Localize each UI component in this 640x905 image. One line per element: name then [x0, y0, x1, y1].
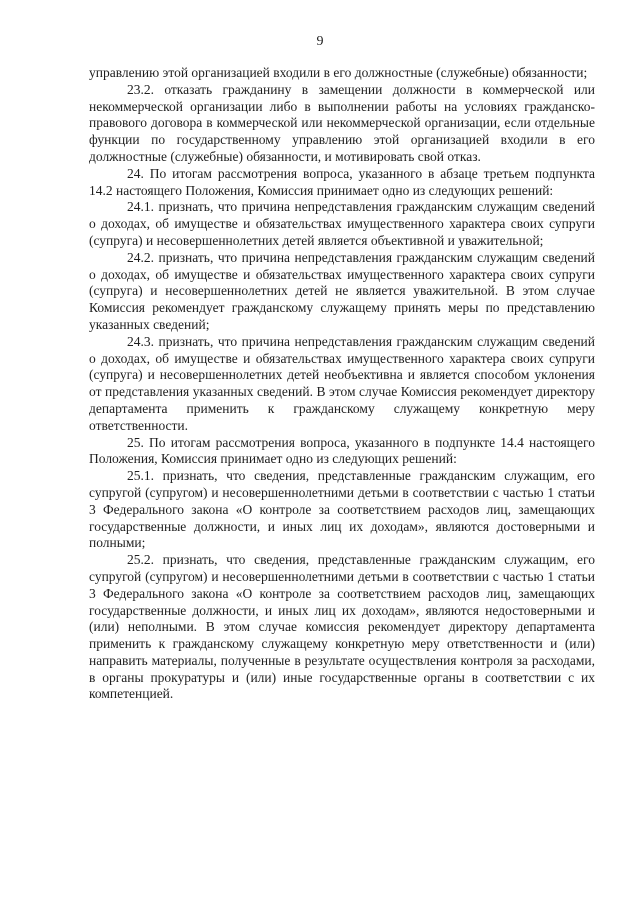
paragraph-25-1: 25.1. признать, что сведения, представленные гражданским служащим, его супругой (супругом) и несовершеннолетними детьми в соответствии с частью 1 статьи 3 Федерального закона «О контроле за соответствием расходов лиц, замещающих государственные должности, и иных лиц их доходам», являются достоверными и полными;	[89, 468, 595, 551]
document-body	[89, 65, 595, 703]
paragraph-24-3: 24.3. признать, что причина непредставления гражданским служащим сведений о доходах, об имуществе и обязательствах имущественного характера своих супруги (супруга) и несовершеннолетних детей необъективна и является способом уклонения от представления указанных сведений. В этом случае Комиссия рекомендует директору департамента применить к гражданскому служащему конкретную меру ответственности.	[89, 333, 595, 433]
paragraph-25-2: 25.2. признать, что сведения, представленные гражданским служащим, его супругой (супругом) и несовершеннолетними детьми в соответствии с частью 1 статьи 3 Федерального закона «О контроле за соответствием расходов лиц, замещающих государственные должности, и иных лиц их доходам», являются недостоверными и (или) неполными. В этом случае комиссия рекомендует директору департамента применить к гражданскому служащему конкретную меру ответственности и (или) направить материалы, полученные в результате осуществления контроля за расходами, в органы прокуратуры и (или) иные государственные органы в соответствии с их компетенцией.	[89, 552, 595, 702]
paragraph-24-2: 24.2. признать, что причина непредставления гражданским служащим сведений о доходах, об имуществе и обязательствах имущественного характера своих супруги (супруга) и несовершеннолетних детей не является уважительной. В этом случае Комиссия рекомендует гражданскому служащему принять меры по представлению указанных сведений;	[89, 249, 595, 332]
paragraph-24-1: 24.1. признать, что причина непредставления гражданским служащим сведений о доходах, об имуществе и обязательствах имущественного характера своих супруги (супруга) и несовершеннолетних детей является объективной и уважительной;	[89, 199, 595, 248]
paragraph-continuation: управлению этой организацией входили в его должностные (служебные) обязанности;	[89, 65, 588, 80]
paragraph-23-2: 23.2. отказать гражданину в замещении должности в коммерческой или некоммерческой организации либо в выполнении работы на условиях гражданско-правового договора в коммерческой или некоммерческой организации, если отдельные функции по государственному управлению этой организацией входили в его должностные (служебные) обязанности, и мотивировать свой отказ.	[89, 81, 595, 164]
paragraph-25: 25. По итогам рассмотрения вопроса, указанного в подпункте 14.4 настоящего Положения, Комиссия принимает одно из следующих решений:	[89, 434, 595, 467]
page-number: 9	[316, 34, 324, 49]
paragraph-24: 24. По итогам рассмотрения вопроса, указанного в абзаце третьем подпункта 14.2 настоящего Положения, Комиссия принимает одно из следующих решений:	[89, 165, 595, 198]
